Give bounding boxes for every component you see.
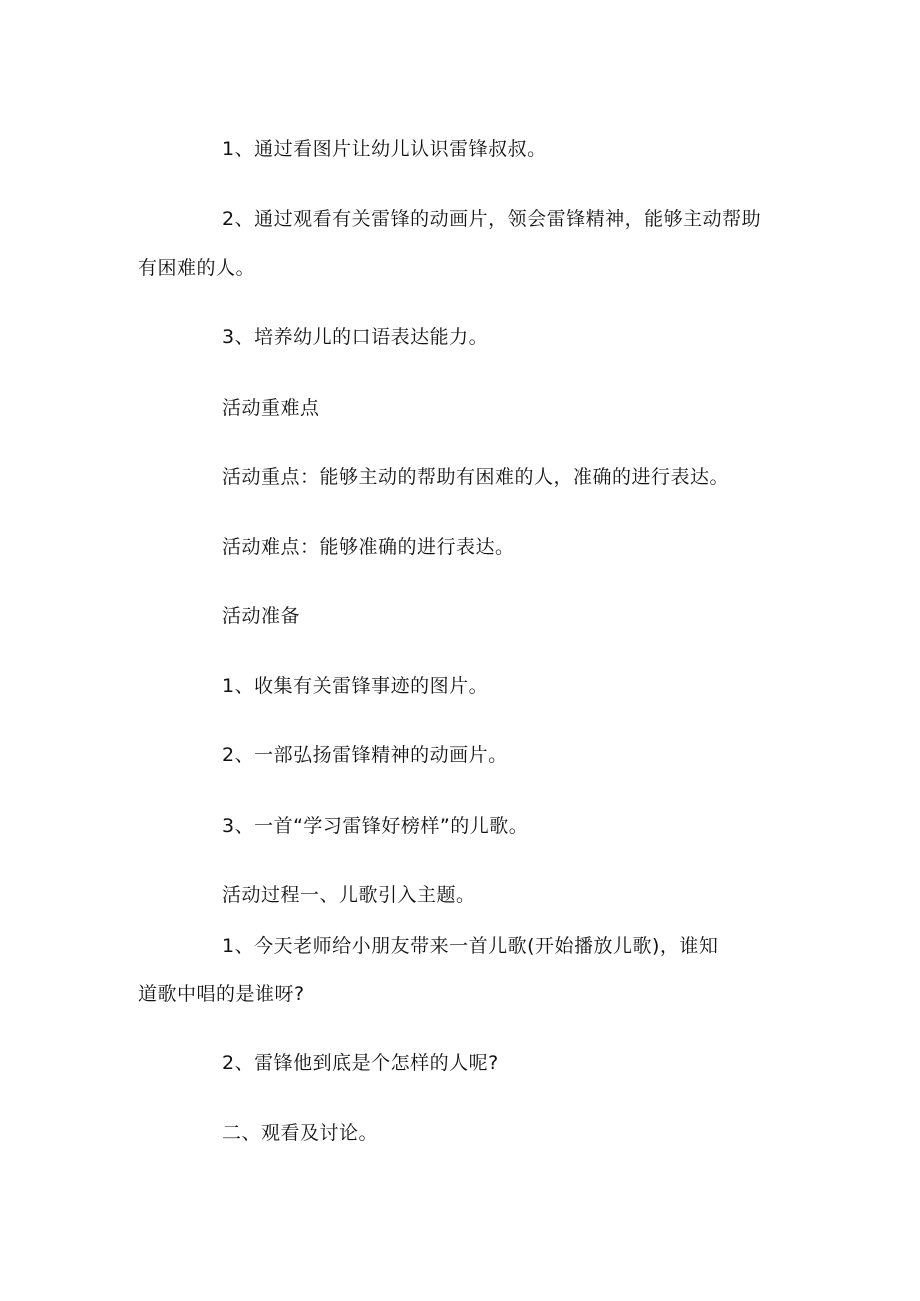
preparation-1-text: 1、收集有关雷锋事迹的图片。 — [222, 675, 489, 697]
process-1-continuation-text: 道歌中唱的是谁呀? — [138, 983, 305, 1005]
goal-2-text: 2、通过观看有关雷锋的动画片，领会雷锋精神，能够主动帮助 — [222, 208, 762, 230]
goal-3-text: 3、培养幼儿的口语表达能力。 — [222, 326, 489, 348]
goal-2-continuation-text: 有困难的人。 — [138, 257, 256, 279]
section-heading-discussion: 二、观看及讨论。 — [222, 1122, 379, 1144]
section-heading-preparation: 活动准备 — [222, 605, 301, 627]
section-heading-process: 活动过程一、儿歌引入主题。 — [222, 884, 476, 906]
key-point-text: 活动重点：能够主动的帮助有困难的人，准确的进行表达。 — [222, 466, 730, 488]
process-2-text: 2、雷锋他到底是个怎样的人呢? — [222, 1052, 499, 1074]
difficulty-text: 活动难点：能够准确的进行表达。 — [222, 536, 515, 558]
process-1-text: 1、今天老师给小朋友带来一首儿歌(开始播放儿歌)，谁知 — [222, 935, 719, 957]
preparation-3-text: 3、一首“学习雷锋好榜样”的儿歌。 — [222, 815, 529, 837]
goal-1-text: 1、通过看图片让幼儿认识雷锋叔叔。 — [222, 138, 547, 160]
section-heading-key-points: 活动重难点 — [222, 397, 320, 419]
preparation-2-text: 2、一部弘扬雷锋精神的动画片。 — [222, 744, 508, 766]
